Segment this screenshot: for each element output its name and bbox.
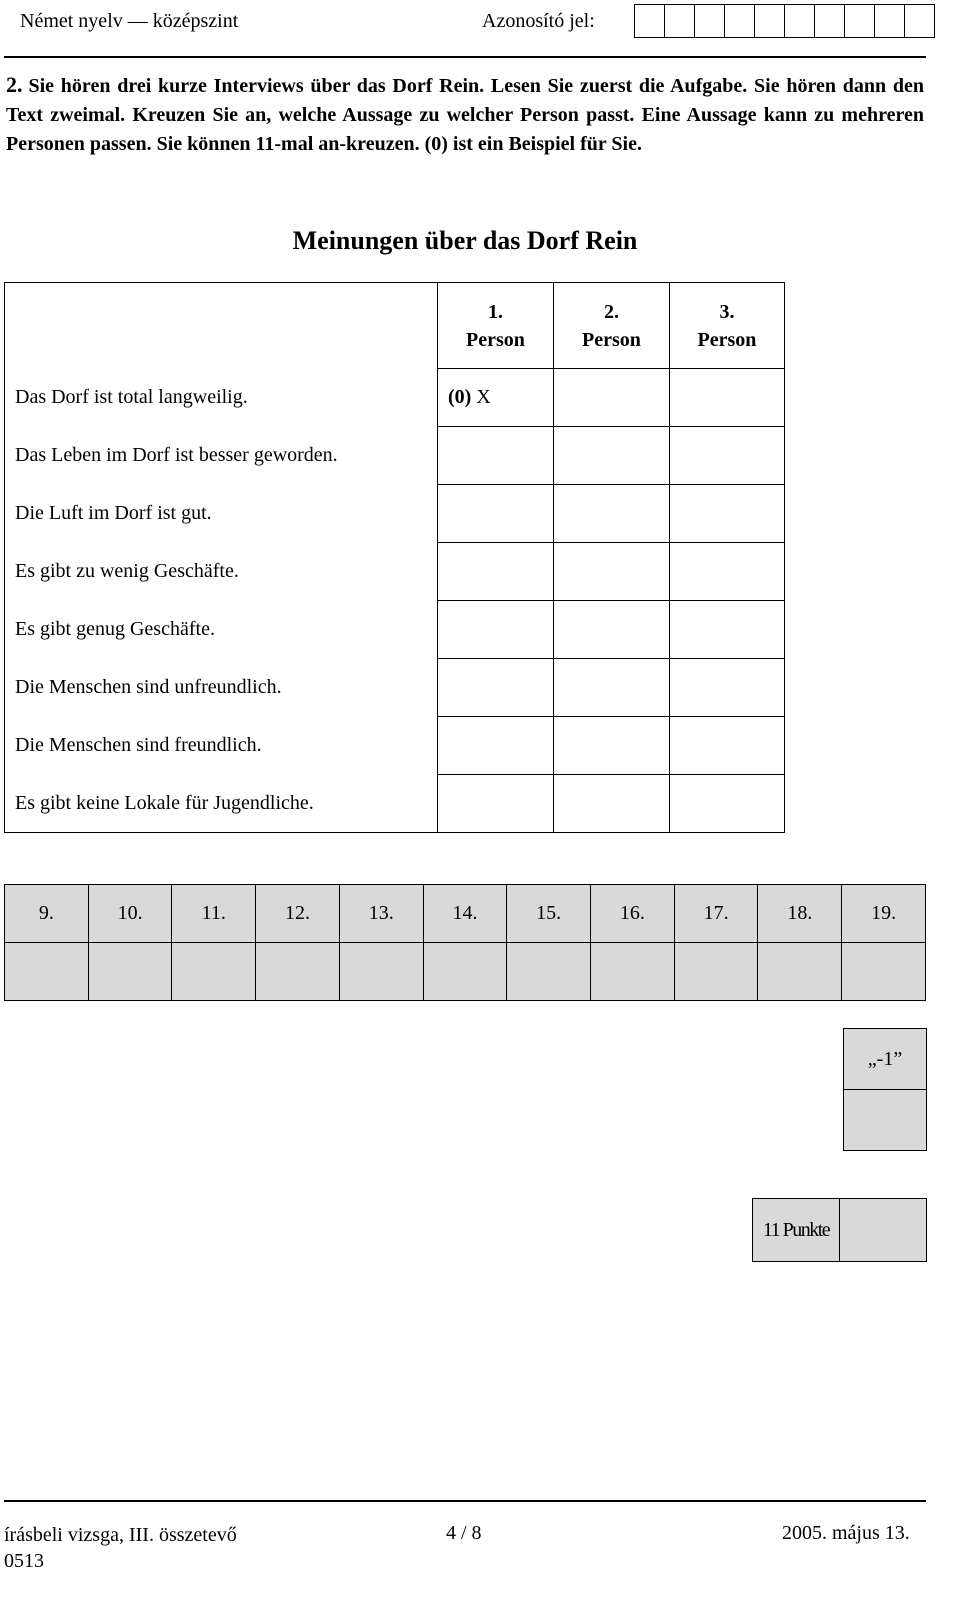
header-subject: Német nyelv — középszint [20,10,239,32]
statement: Das Leben im Dorf ist besser geworden. [5,427,438,485]
answer-cell[interactable] [438,659,554,717]
table-row [5,601,785,659]
statement: Die Menschen sind freundlich. [5,717,438,775]
id-box[interactable] [875,4,905,38]
table-row [5,717,785,775]
answer-cell[interactable] [554,485,670,543]
answer-cell[interactable] [438,427,554,485]
answer-cell[interactable] [438,601,554,659]
statement: Das Dorf ist total langweilig. [5,369,438,427]
id-box[interactable] [815,4,845,38]
table-row [5,369,785,427]
id-box[interactable] [725,4,755,38]
minus-one-box [843,1028,927,1151]
id-box[interactable] [845,4,875,38]
item-number: 13. [339,885,423,943]
answer-cell[interactable] [670,543,785,601]
answer-cell[interactable] [438,775,554,833]
task-instruction [6,70,924,159]
answer-cell[interactable] [670,427,785,485]
score-box[interactable] [591,943,675,1001]
score-box[interactable] [88,943,172,1001]
points-label: 11 Punkte [753,1199,840,1262]
task-number: 2. [6,72,23,97]
opinion-table [4,282,785,833]
minus-one-label: „-1” [844,1029,927,1090]
answer-cell[interactable] [670,601,785,659]
id-boxes [634,4,935,38]
answer-cell[interactable] [438,543,554,601]
table-row [5,659,785,717]
score-box[interactable] [256,943,340,1001]
answer-cell[interactable] [554,775,670,833]
page-number: 4 / 8 [446,1522,482,1544]
item-number: 12. [256,885,340,943]
table-title: Meinungen über das Dorf Rein [292,226,638,255]
minus-one-entry[interactable] [844,1090,927,1151]
column-header-person-3: 3. Person [670,283,785,369]
score-box[interactable] [339,943,423,1001]
header-rule [4,56,926,58]
id-box[interactable] [635,4,665,38]
example-label: (0) [448,386,472,408]
statement: Es gibt genug Geschäfte. [5,601,438,659]
score-box[interactable] [507,943,591,1001]
id-box[interactable] [755,4,785,38]
answer-cell[interactable] [670,485,785,543]
answer-cell[interactable] [554,427,670,485]
answer-grid [4,884,926,1001]
id-box[interactable] [695,4,725,38]
item-number: 15. [507,885,591,943]
answer-cell[interactable] [670,369,785,427]
item-number: 19. [842,885,926,943]
item-number: 10. [88,885,172,943]
statement-header-blank [5,283,438,369]
table-row [5,427,785,485]
points-entry[interactable] [840,1199,927,1262]
score-box[interactable] [423,943,507,1001]
statement: Es gibt keine Lokale für Jugendliche. [5,775,438,833]
item-number: 9. [5,885,89,943]
item-number: 17. [674,885,758,943]
statement: Die Menschen sind unfreundlich. [5,659,438,717]
table-row [5,485,785,543]
footer-exam-info [4,1522,237,1574]
answer-cell[interactable] [438,485,554,543]
statement: Es gibt zu wenig Geschäfte. [5,543,438,601]
example-cell [438,369,554,427]
answer-cell[interactable] [670,717,785,775]
footer-code: 0513 [4,1550,44,1572]
score-box[interactable] [5,943,89,1001]
score-box[interactable] [758,943,842,1001]
item-number: 11. [172,885,256,943]
answer-cell[interactable] [554,543,670,601]
answer-cell[interactable] [554,369,670,427]
footer-exam-part: írásbeli vizsga, III. összetevő [4,1524,237,1546]
item-number: 14. [423,885,507,943]
example-mark: X [476,386,491,408]
points-box [752,1198,927,1262]
score-box[interactable] [172,943,256,1001]
id-box[interactable] [665,4,695,38]
item-number: 16. [591,885,675,943]
statement: Die Luft im Dorf ist gut. [5,485,438,543]
answer-cell[interactable] [670,775,785,833]
answer-cell[interactable] [438,717,554,775]
id-box[interactable] [785,4,815,38]
answer-cell[interactable] [554,601,670,659]
table-row [5,543,785,601]
item-number: 18. [758,885,842,943]
footer-rule [4,1500,926,1502]
id-box[interactable] [905,4,935,38]
score-box[interactable] [842,943,926,1001]
exam-date: 2005. május 13. [782,1522,910,1544]
score-box[interactable] [674,943,758,1001]
answer-cell[interactable] [670,659,785,717]
table-row [5,775,785,833]
answer-cell[interactable] [554,717,670,775]
id-label: Azonosító jel: [482,10,595,32]
answer-cell[interactable] [554,659,670,717]
column-header-person-2: 2. Person [554,283,670,369]
column-header-person-1: 1. Person [438,283,554,369]
instruction-text: Sie hören drei kurze Interviews über das Dorf Rein. Lesen Sie zuerst die Aufgabe. Sie hören dann den Text zweimal. Kreuzen Sie an, welche Aussage zu welcher Person passt. Eine Aussage kann zu mehreren Personen passen. Sie können 11-mal an-kreuzen. (0) ist ein Beispiel für Sie. [6,75,924,155]
